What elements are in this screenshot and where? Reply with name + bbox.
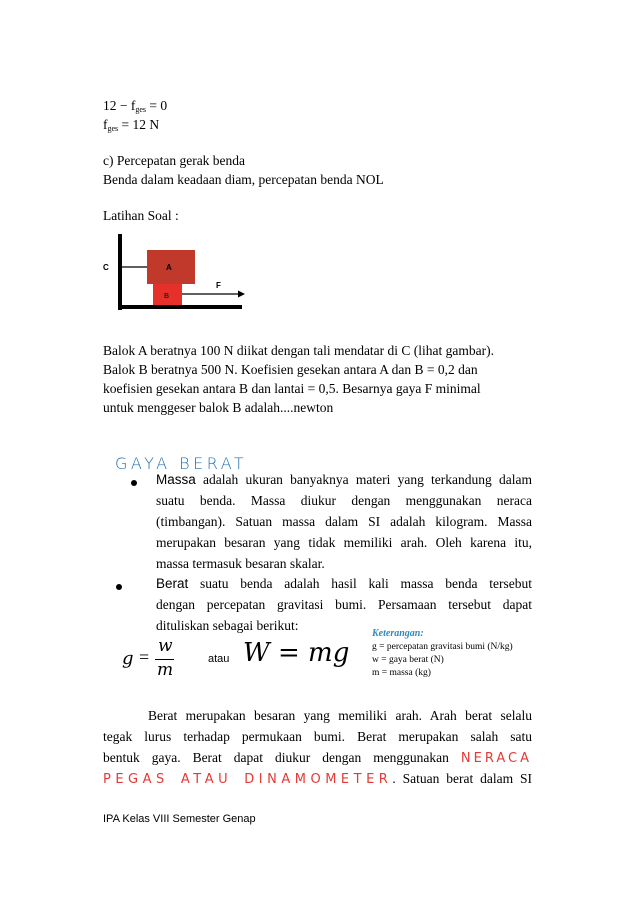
problem-line: untuk menggeser balok B adalah....newton: [103, 400, 334, 415]
page-footer: IPA Kelas VIII Semester Genap: [103, 813, 256, 825]
arrow-head: [238, 291, 245, 298]
part-c-title: c) Percepatan gerak benda: [103, 153, 246, 168]
problem-line: koefisien gesekan antara B dan lantai = 0,5. Besarnya gaya F minimal: [103, 381, 481, 396]
keterangan-line: w = gaya berat (N): [372, 655, 444, 665]
label-b: B: [164, 293, 170, 300]
massa-line-4: merupakan besaran yang tidak memiliki arah. Oleh karena itu,: [156, 535, 532, 550]
latihan-label: Latihan Soal :: [103, 208, 179, 223]
label-c: C: [103, 263, 109, 272]
label-a: A: [166, 263, 172, 272]
keterangan-title: Keterangan:: [372, 628, 424, 639]
formula-equals: =: [139, 647, 150, 667]
equation-line-1: $12 - f_{ges} = 0$: [103, 98, 168, 114]
atau-label: atau: [208, 653, 230, 665]
formula-big: W = mg: [243, 638, 350, 668]
equation-line-2: $f_{ges} = 12$ N: [103, 117, 160, 133]
berat-line-3: dituliskan sebagai berikut:: [156, 618, 299, 633]
part-c-text: Benda dalam keadaan diam, percepatan benda NOL: [103, 172, 384, 187]
berat-term: Berat: [156, 576, 189, 591]
problem-line: Balok A beratnya 100 N diikat dengan tali mendatar di C (lihat gambar).: [103, 343, 495, 358]
closing-line-2: tegak lurus terhadap permukaan bumi. Berat merupakan salah satu: [103, 729, 532, 744]
massa-term: Massa: [156, 472, 196, 487]
problem-line: Balok B beratnya 500 N. Koefisien gesekan antara A dan B = 0,2 dan: [103, 362, 478, 377]
formula-g: g: [122, 648, 134, 669]
keterangan-line: m = massa (kg): [372, 668, 431, 678]
closing-line-4: PEGAS ATAU DINAMOMETER. Satuan berat dalam SI: [103, 771, 532, 787]
closing-line-3: bentuk gaya. Berat dapat diukur dengan menggunakan NERACA: [103, 750, 532, 766]
keterangan-line: g = percepatan gravitasi bumi (N/kg): [372, 642, 513, 652]
bullet-massa: [131, 480, 137, 486]
wall: [118, 234, 122, 310]
massa-line-5: massa termasuk besaran skalar.: [156, 556, 325, 571]
berat-line-1: Berat suatu benda adalah hasil kali massa benda tersebut: [156, 576, 532, 591]
formula-denominator: m: [157, 660, 174, 680]
block-diagram: [100, 234, 250, 314]
bullet-berat: [116, 584, 122, 590]
label-f: F: [216, 281, 221, 290]
berat-line-2: dengan percepatan gravitasi bumi. Persamaan tersebut dapat: [156, 597, 532, 612]
massa-line-1: Massa adalah ukuran banyaknya materi yang terkandung dalam: [156, 472, 532, 487]
closing-line-1: Berat merupakan besaran yang memiliki arah. Arah berat selalu: [148, 708, 532, 723]
massa-line-2: suatu benda. Massa diukur dengan menggunakan neraca: [156, 493, 532, 508]
massa-line-3: (timbangan). Satuan massa dalam SI adalah kilogram. Massa: [156, 514, 532, 529]
formula-numerator: w: [158, 636, 173, 656]
floor: [118, 305, 242, 309]
section-heading: GAYA BERAT: [115, 454, 248, 473]
